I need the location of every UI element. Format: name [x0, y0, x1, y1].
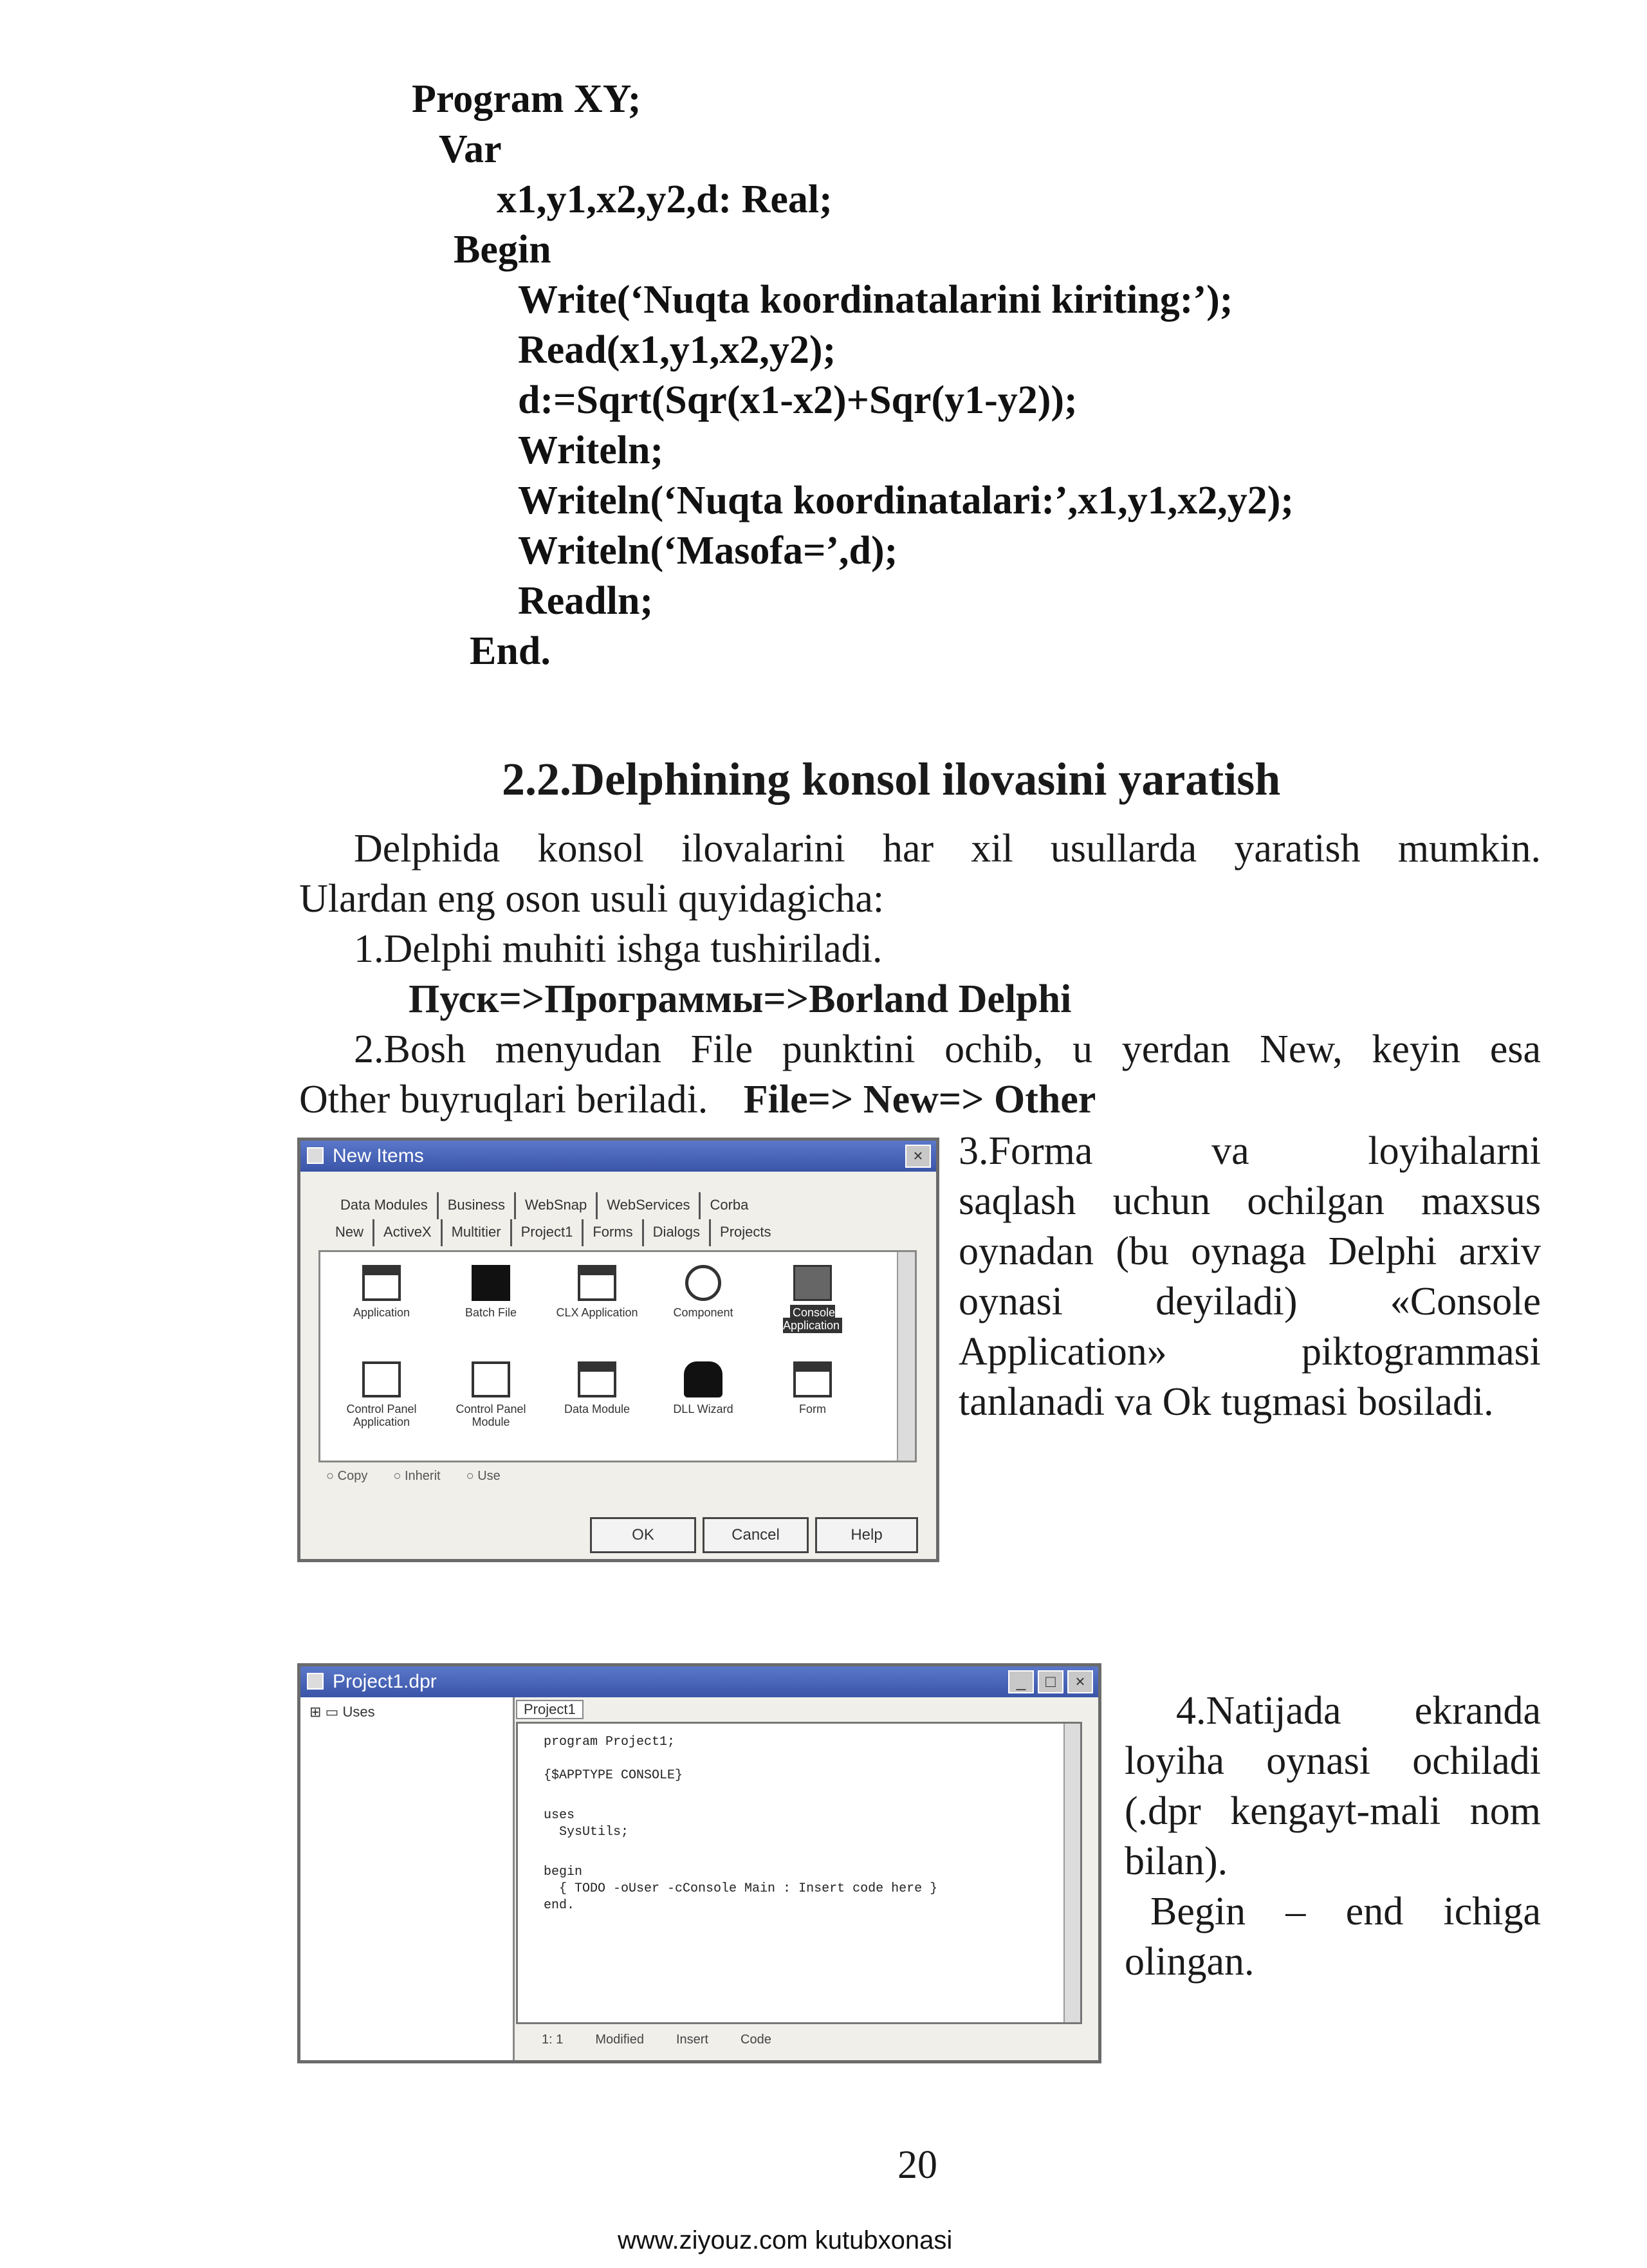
- ok-button[interactable]: OK: [590, 1517, 696, 1553]
- option-copy[interactable]: ○ Copy: [326, 1469, 368, 1483]
- item-console-application[interactable]: [764, 1265, 861, 1332]
- item-options: [326, 1469, 501, 1484]
- tab-activex[interactable]: ActiveX: [374, 1219, 443, 1246]
- dialog-titlebar: [300, 1141, 936, 1172]
- item-label: Component: [673, 1306, 733, 1319]
- source-line: { TODO -oUser -cConsole Main : Insert code here }: [544, 1881, 938, 1896]
- option-copy-label: Copy: [337, 1469, 368, 1483]
- step-4-line-1: 4.Natijada ekranda: [1176, 1689, 1541, 1733]
- step-3-line-4: oynasi deyiladi) «Console: [959, 1280, 1541, 1323]
- step-3-line-5: Application» piktogrammasi: [959, 1330, 1541, 1374]
- code-line-write: Write(‘Nuqta koordinatalarini kiriting:’);: [518, 278, 1233, 322]
- source-line: {$APPTYPE CONSOLE}: [544, 1768, 683, 1783]
- code-line-readln: Readln;: [518, 579, 654, 623]
- clx-application-icon: [578, 1265, 616, 1301]
- step-4-line-2: loyiha oynasi ochiladi: [1125, 1739, 1541, 1783]
- source-line: end.: [544, 1898, 575, 1913]
- option-inherit-label: Inherit: [404, 1469, 441, 1483]
- item-label: DLL Wizard: [673, 1403, 733, 1415]
- tab-project1[interactable]: Project1: [512, 1219, 584, 1246]
- item-label: Data Module: [564, 1403, 630, 1415]
- code-line-declaration: x1,y1,x2,y2,d: Real;: [497, 178, 833, 221]
- item-application[interactable]: [333, 1265, 430, 1319]
- new-items-dialog: [297, 1138, 939, 1562]
- item-dll-wizard[interactable]: [655, 1361, 751, 1415]
- section-heading: 2.2.Delphining konsol ilovasini yaratish: [502, 753, 1281, 805]
- code-line-read: Read(x1,y1,x2,y2);: [518, 328, 836, 372]
- dialog-title: New Items: [333, 1145, 424, 1166]
- code-line-assign: d:=Sqrt(Sqr(x1-x2)+Sqr(y1-y2));: [518, 378, 1078, 422]
- maximize-icon[interactable]: □: [1038, 1670, 1063, 1693]
- tab-data-modules[interactable]: Data Modules: [331, 1192, 439, 1219]
- item-component[interactable]: [655, 1265, 751, 1319]
- application-icon: [362, 1265, 401, 1301]
- form-icon: [793, 1361, 832, 1397]
- control-panel-module-icon: [472, 1361, 510, 1397]
- tab-websnap[interactable]: WebSnap: [516, 1192, 598, 1219]
- code-line-writeln-coords: Writeln(‘Nuqta koordinatalari:’,x1,y1,x2,y2);: [518, 479, 1294, 522]
- tab-new[interactable]: New: [326, 1219, 374, 1246]
- editor-scrollbar[interactable]: [1063, 1724, 1080, 2022]
- option-inherit[interactable]: ○ Inherit: [393, 1469, 441, 1483]
- project-window: [297, 1663, 1101, 2063]
- tab-row-1: [331, 1192, 757, 1219]
- dll-wizard-icon: [684, 1361, 722, 1397]
- code-line-var: Var: [439, 127, 502, 171]
- tab-multitier[interactable]: Multitier: [443, 1219, 512, 1246]
- step-2-path: File=> New=> Other: [743, 1078, 1096, 1121]
- status-code-tab[interactable]: Code: [741, 2033, 771, 2047]
- close-icon[interactable]: ×: [1067, 1670, 1093, 1693]
- item-clx-application[interactable]: [549, 1265, 645, 1319]
- code-editor[interactable]: [516, 1722, 1082, 2024]
- item-label: Application: [353, 1306, 410, 1319]
- status-insert: Insert: [676, 2033, 708, 2047]
- item-label: Batch File: [465, 1306, 517, 1319]
- code-line-writeln-distance: Writeln(‘Masofa=’,d);: [518, 529, 898, 573]
- code-line-writeln: Writeln;: [518, 429, 664, 472]
- item-batch-file[interactable]: [443, 1265, 539, 1319]
- console-application-icon: [793, 1265, 832, 1301]
- step-2-line-1: 2.Bosh menyudan File punktini ochib, u yerdan New, keyin esa: [354, 1028, 1541, 1071]
- code-line-program: Program XY;: [412, 77, 641, 121]
- step-4-line-6: olingan.: [1125, 1940, 1255, 1984]
- code-line-begin: Begin: [454, 228, 551, 272]
- tab-projects[interactable]: Projects: [720, 1224, 771, 1240]
- step-4-line-5: Begin – end ichiga: [1150, 1890, 1541, 1933]
- step-3-line-2: saqlash uchun ochilgan maxsus: [959, 1179, 1541, 1223]
- project-titlebar: [300, 1666, 1098, 1697]
- footer-watermark: www.ziyouz.com kutubxonasi: [618, 2226, 953, 2254]
- option-use[interactable]: ○ Use: [466, 1469, 501, 1483]
- control-panel-application-icon: [362, 1361, 401, 1397]
- tab-row-2: [326, 1219, 780, 1246]
- source-line: begin: [544, 1865, 583, 1879]
- step-4-line-3: (.dpr kengayt-mali nom: [1125, 1789, 1541, 1833]
- step-3-line-1: 3.Forma va loyihalarni: [959, 1129, 1541, 1173]
- items-pane: [318, 1250, 917, 1462]
- code-line-end: End.: [470, 629, 551, 673]
- editor-status-bar: [516, 2027, 1082, 2052]
- step-3-line-3: oynadan (bu oynaga Delphi arxiv: [959, 1230, 1541, 1273]
- page-number: 20: [897, 2143, 937, 2187]
- item-label: Console Application: [783, 1305, 842, 1333]
- close-icon[interactable]: ×: [905, 1145, 931, 1168]
- intro-line-2: Ulardan eng oson usuli quyidagicha:: [299, 877, 885, 921]
- step-1-path: Пуск=>Программы=>Borland Delphi: [409, 977, 1072, 1021]
- intro-line-1: Delphida konsol ilovalarini har xil usullarda yaratish mumkin.: [354, 827, 1541, 871]
- minimize-icon[interactable]: _: [1008, 1670, 1034, 1693]
- code-explorer: [300, 1697, 515, 2060]
- item-data-module[interactable]: [549, 1361, 645, 1415]
- source-line: SysUtils;: [544, 1825, 629, 1839]
- tab-forms[interactable]: Forms: [584, 1219, 643, 1246]
- items-scrollbar[interactable]: [897, 1252, 915, 1461]
- item-form[interactable]: [764, 1361, 861, 1415]
- step-3-line-6: tanlanadi va Ok tugmasi bosiladi.: [959, 1380, 1494, 1424]
- source-line: uses: [544, 1808, 575, 1823]
- help-button[interactable]: Help: [815, 1517, 918, 1553]
- item-control-panel-application[interactable]: [333, 1361, 430, 1428]
- tree-item-uses[interactable]: ⊞ ▭ Uses: [309, 1704, 375, 1720]
- step-2-line-2: [299, 1074, 1096, 1125]
- status-position: 1: 1: [542, 2033, 564, 2047]
- data-module-icon: [578, 1361, 616, 1397]
- option-use-label: Use: [477, 1469, 501, 1483]
- tab-corba[interactable]: Corba: [710, 1197, 749, 1213]
- tab-webservices[interactable]: WebServices: [598, 1192, 701, 1219]
- tab-dialogs[interactable]: Dialogs: [644, 1219, 711, 1246]
- item-label: Control Panel Module: [455, 1403, 526, 1428]
- item-label: Form: [799, 1403, 826, 1415]
- status-modified: Modified: [595, 2033, 644, 2047]
- cancel-button[interactable]: Cancel: [703, 1517, 809, 1553]
- window-icon: [307, 1673, 324, 1690]
- item-label: Control Panel Application: [346, 1403, 417, 1428]
- source-line: program Project1;: [544, 1735, 676, 1749]
- item-label: CLX Application: [556, 1306, 638, 1319]
- tree-item-label: Uses: [342, 1704, 375, 1720]
- window-icon: [307, 1147, 324, 1164]
- step-1: 1.Delphi muhiti ishga tushiriladi.: [354, 927, 883, 971]
- tab-project1[interactable]: Project1: [516, 1700, 584, 1719]
- batch-file-icon: [472, 1265, 510, 1301]
- tab-business[interactable]: Business: [439, 1192, 516, 1219]
- component-icon: [685, 1265, 721, 1301]
- project-title: Project1.dpr: [333, 1671, 437, 1692]
- step-4-line-4: bilan).: [1125, 1839, 1228, 1883]
- step-2-text: Other buyruqlari beriladi.: [299, 1078, 708, 1121]
- item-control-panel-module[interactable]: [443, 1361, 539, 1428]
